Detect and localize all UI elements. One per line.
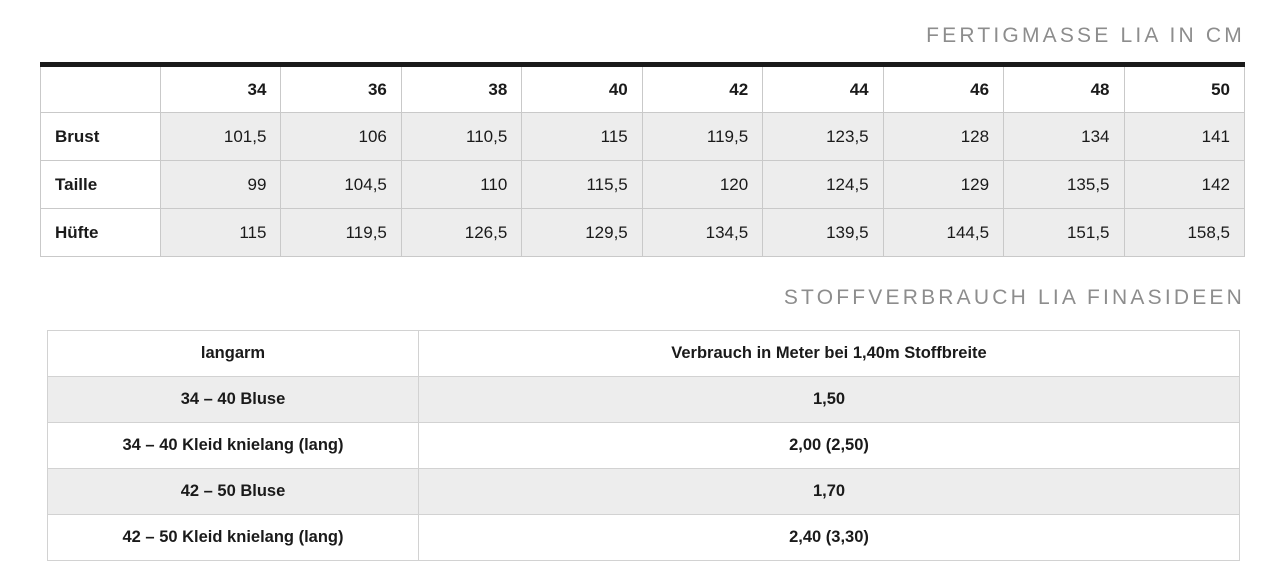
table-row	[48, 515, 1240, 561]
measure-cell: 151,5	[1004, 209, 1124, 257]
measure-cell: 144,5	[883, 209, 1003, 257]
fabric-consumption-table	[47, 330, 1240, 561]
table-row	[48, 423, 1240, 469]
measure-cell: 141	[1124, 113, 1245, 161]
measure-cell: 120	[642, 161, 762, 209]
measure-cell: 142	[1124, 161, 1245, 209]
size-header-cell: 36	[281, 65, 401, 113]
measure-cell: 110,5	[401, 113, 521, 161]
fabric-variant-header: langarm	[48, 331, 419, 377]
size-header-cell: 46	[883, 65, 1003, 113]
table-row	[48, 377, 1240, 423]
measure-cell: 115	[161, 209, 281, 257]
measure-cell: 129	[883, 161, 1003, 209]
fabric-consumption-cell: 1,50	[419, 377, 1240, 423]
table-row	[41, 113, 1245, 161]
row-label: Hüfte	[41, 209, 161, 257]
size-header-cell: 40	[522, 65, 642, 113]
measure-cell: 135,5	[1004, 161, 1124, 209]
fabric-consumption-heading: STOFFVERBRAUCH LIA FINASIDEEN	[783, 286, 1245, 309]
fabric-consumption-cell: 2,00 (2,50)	[419, 423, 1240, 469]
row-label: Taille	[41, 161, 161, 209]
measure-cell: 128	[883, 113, 1003, 161]
measure-cell: 119,5	[281, 209, 401, 257]
table-row	[41, 161, 1245, 209]
measure-cell: 124,5	[763, 161, 883, 209]
size-header-cell: 48	[1004, 65, 1124, 113]
table-corner-cell	[41, 65, 161, 113]
size-header-cell: 42	[642, 65, 762, 113]
measure-cell: 134,5	[642, 209, 762, 257]
size-header-cell: 50	[1124, 65, 1245, 113]
size-header-cell: 34	[161, 65, 281, 113]
fabric-variant-cell: 42 – 50 Bluse	[48, 469, 419, 515]
size-header-cell: 44	[763, 65, 883, 113]
fabric-consumption-header: Verbrauch in Meter bei 1,40m Stoffbreite	[419, 331, 1240, 377]
measure-cell: 104,5	[281, 161, 401, 209]
size-header-cell: 38	[401, 65, 521, 113]
fabric-variant-cell: 34 – 40 Kleid knielang (lang)	[48, 423, 419, 469]
measure-cell: 110	[401, 161, 521, 209]
measure-cell: 106	[281, 113, 401, 161]
fabric-consumption-cell: 1,70	[419, 469, 1240, 515]
fabric-header-row	[48, 331, 1240, 377]
measure-cell: 115,5	[522, 161, 642, 209]
measurements-table	[40, 62, 1245, 257]
measure-cell: 115	[522, 113, 642, 161]
measure-cell: 123,5	[763, 113, 883, 161]
measure-cell: 119,5	[642, 113, 762, 161]
fabric-variant-cell: 34 – 40 Bluse	[48, 377, 419, 423]
measure-cell: 126,5	[401, 209, 521, 257]
fabric-variant-cell: 42 – 50 Kleid knielang (lang)	[48, 515, 419, 561]
measure-cell: 99	[161, 161, 281, 209]
measure-cell: 101,5	[161, 113, 281, 161]
measure-cell: 129,5	[522, 209, 642, 257]
fabric-consumption-cell: 2,40 (3,30)	[419, 515, 1240, 561]
table-row	[48, 469, 1240, 515]
measure-cell: 134	[1004, 113, 1124, 161]
row-label: Brust	[41, 113, 161, 161]
measure-cell: 139,5	[763, 209, 883, 257]
fabric-table-container	[47, 330, 1240, 561]
table-header-row	[41, 65, 1245, 113]
measurements-heading: FERTIGMASSE LIA IN CM	[926, 24, 1245, 47]
table-row	[41, 209, 1245, 257]
measurements-table-container	[40, 62, 1245, 257]
measure-cell: 158,5	[1124, 209, 1245, 257]
